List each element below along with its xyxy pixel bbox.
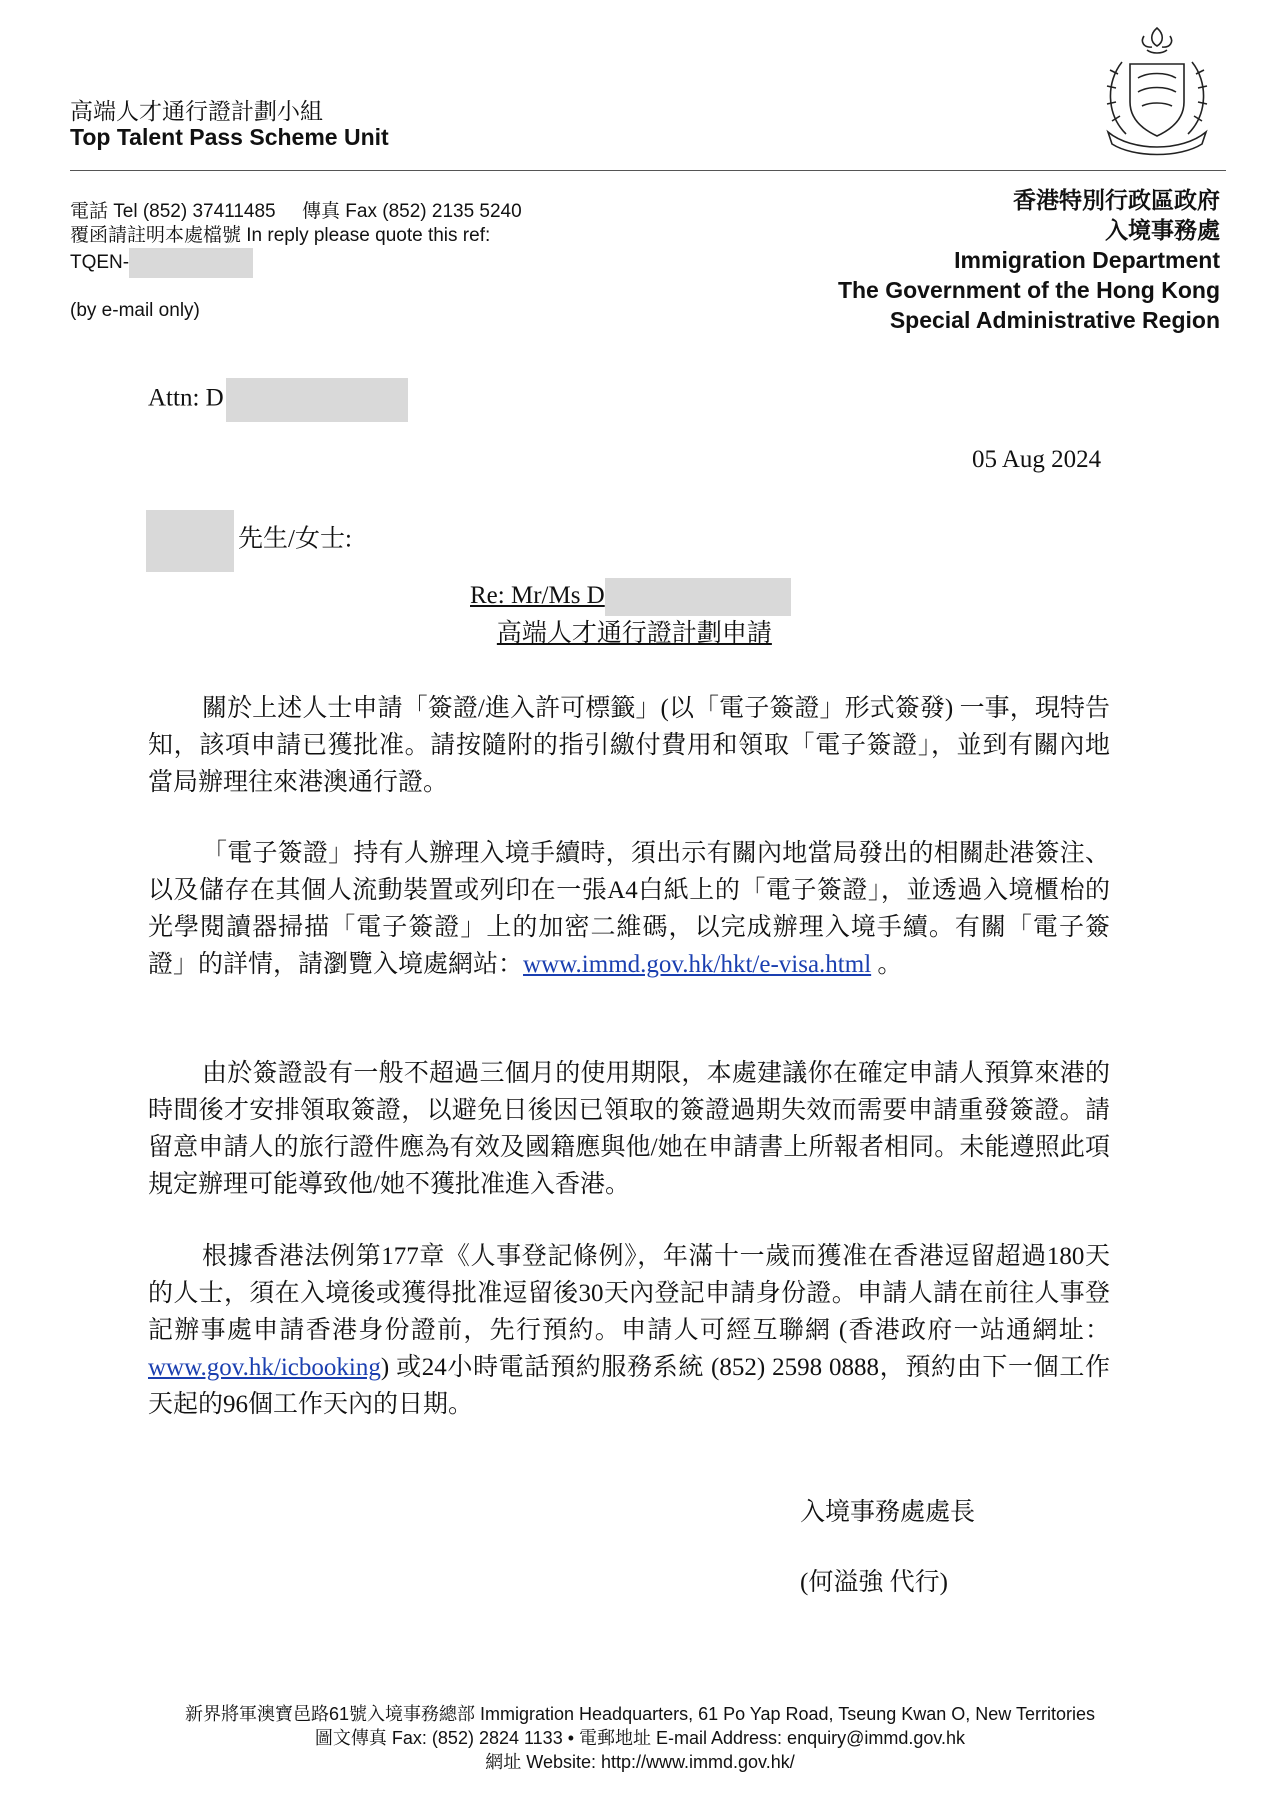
unit-name-zh: 高端人才通行證計劃小組	[70, 98, 323, 124]
fax-number: 傳真 Fax (852) 2135 5240	[302, 201, 522, 222]
letter-date: 05 Aug 2024	[972, 446, 1102, 473]
department-block	[838, 185, 1220, 335]
dept-name-zh-2: 入境事務處	[1105, 217, 1220, 243]
unit-name-en: Top Talent Pass Scheme Unit	[70, 124, 389, 150]
contact-block	[70, 200, 522, 278]
paragraph-registration-text-b: ) 或24小時電話預約服務系統 (852) 2598 0888，預約由下一個工作天起的96個工作天內的日期。	[148, 1354, 1110, 1418]
signer-delegate: (何溢強 代行)	[800, 1569, 948, 1596]
tel-number: 電話 Tel (852) 37411485	[70, 201, 276, 222]
ref-prompt: 覆函請註明本處檔號 In reply please quote this ref:	[70, 225, 491, 246]
attn-prefix: Attn: D	[148, 384, 224, 412]
signer-title: 入境事務處處長	[800, 1499, 976, 1526]
dept-name-en-2: The Government of the Hong Kong	[837, 277, 1220, 303]
paragraph-registration	[148, 1238, 1110, 1423]
paragraph-approval	[148, 690, 1110, 801]
e-visa-link[interactable]: www.immd.gov.hk/hkt/e-visa.html	[523, 951, 872, 978]
attention-line	[148, 378, 408, 422]
paragraph-validity	[148, 1055, 1110, 1203]
footer-fax-email: 圖文傳真 Fax: (852) 2824 1133 • 電郵地址 E-mail Address: enquiry@immd.gov.hk	[314, 1728, 966, 1748]
letter-footer	[0, 1702, 1280, 1774]
redacted-re-name	[605, 578, 791, 616]
header-divider	[70, 170, 1226, 171]
ref-prefix: TQEN-	[70, 252, 130, 274]
dept-name-en-1: Immigration Department	[954, 247, 1220, 273]
paragraph-e-visa	[148, 835, 1110, 983]
salutation: 先生/女士:	[238, 525, 352, 553]
paragraph-validity-text: 由於簽證設有一般不超過三個月的使用期限，本處建議你在確定申請人預算來港的時間後才安排領取簽證，以避免日後因已領取的簽證過期失效而需要申請重發簽證。請留意申請人的旅行證件應為有效及國籍應與他/她在申請書上所報者相同。未能遵照此項規定辦理可能導致他/她不獲批准進入香港。	[148, 1060, 1110, 1198]
icbooking-link[interactable]: www.gov.hk/icbooking	[148, 1354, 381, 1381]
redacted-salutation-name	[146, 510, 234, 572]
subject-block	[470, 578, 791, 652]
re-line: Re: Mr/Ms D	[470, 582, 605, 609]
paragraph-approval-text: 關於上述人士申請「簽證/進入許可標籤」(以「電子簽證」形式簽發) 一事，現特告知，該項申請已獲批准。請按隨附的指引繳付費用和領取「電子簽證」，並到有關內地當局辦理往來港澳通行證。	[148, 695, 1110, 796]
paragraph-e-visa-text: 「電子簽證」持有人辦理入境手續時，須出示有關內地當局發出的相關赴港簽注、以及儲存在其個人流動裝置或列印在一張A4白紙上的「電子簽證」，並透過入境櫃枱的光學閱讀器掃描「電子簽證」上的加密二維碼，以完成辦理入境手續。有關「電子簽證」的詳情，請瀏覽入境處網站：	[148, 840, 1110, 978]
footer-website: 網址 Website: http://www.immd.gov.hk/	[485, 1752, 795, 1772]
paragraph-registration-text-a: 根據香港法例第177章《人事登記條例》，年滿十一歲而獲准在香港逗留超過180天的人士，須在入境後或獲得批准逗留後30天內登記申請身份證。申請人請在前往人事登記辦事處申請香港身份證前，先行預約。申請人可經互聯網 (香港政府一站通網址：	[148, 1243, 1110, 1344]
footer-address: 新界將軍澳寶邑路61號入境事務總部 Immigration Headquarters, 61 Po Yap Road, Tseung Kwan O, New Territories	[184, 1704, 1095, 1724]
salutation-line	[146, 510, 352, 572]
dept-name-en-3: Special Administrative Region	[889, 307, 1220, 333]
immigration-department-emblem-icon	[1092, 22, 1222, 160]
subject-title: 高端人才通行證計劃申請	[496, 620, 772, 648]
dept-name-zh-1: 香港特別行政區政府	[1013, 187, 1220, 213]
redacted-attn-name	[226, 378, 408, 422]
delivery-note: (by e-mail only)	[70, 300, 200, 321]
paragraph-e-visa-end: 。	[871, 951, 903, 978]
redacted-ref-number	[129, 248, 253, 278]
